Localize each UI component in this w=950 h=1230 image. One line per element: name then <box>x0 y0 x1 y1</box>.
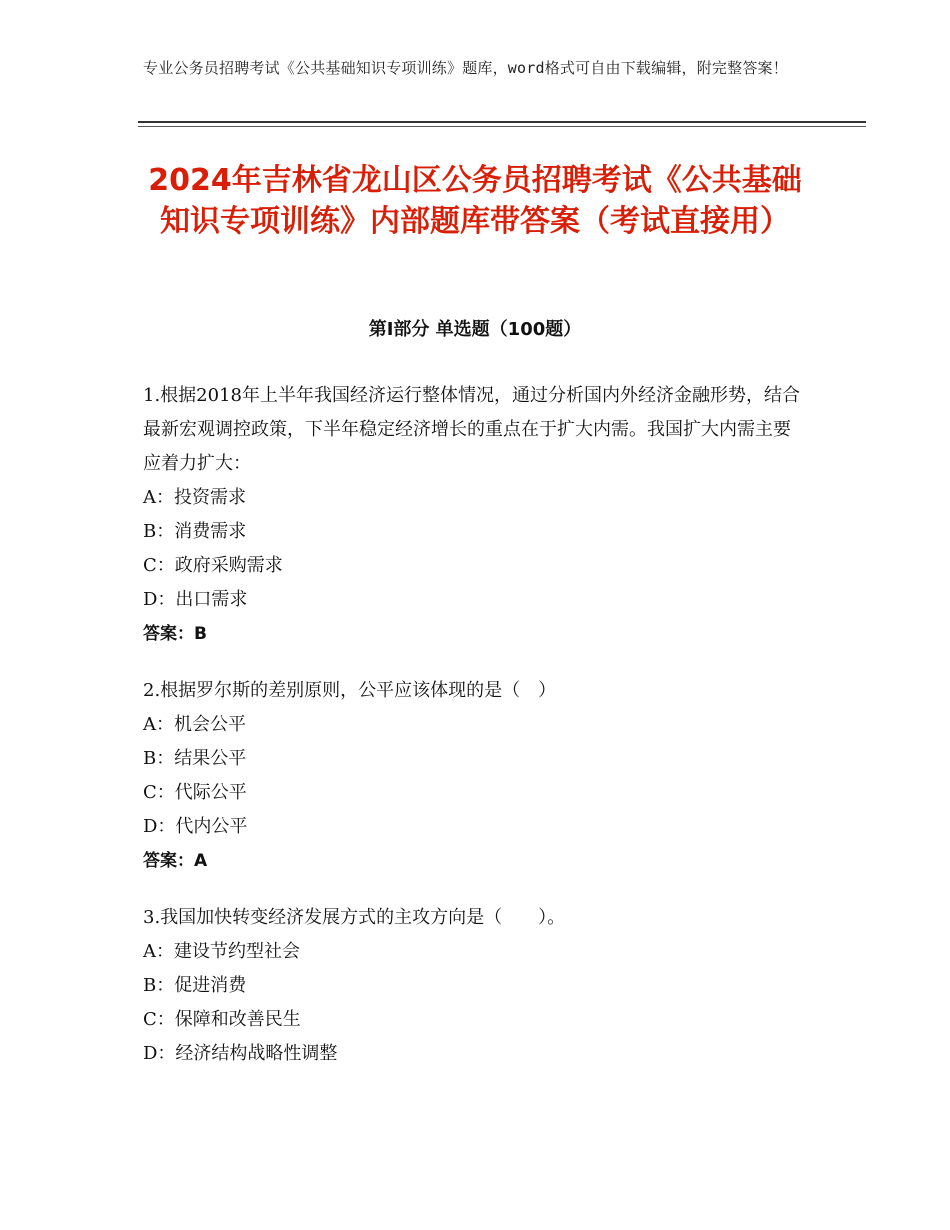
option-b: B：结果公平 <box>143 748 247 769</box>
option-b: B：消费需求 <box>143 521 247 542</box>
option-d: D：经济结构战略性调整 <box>143 1043 338 1064</box>
option-c: C：代际公平 <box>143 782 247 803</box>
option-c: C：政府采购需求 <box>143 555 283 576</box>
option-a: A：机会公平 <box>143 714 246 735</box>
header-rule-thin <box>138 126 866 127</box>
question-2 <box>143 674 808 878</box>
header-note: 专业公务员招聘考试《公共基础知识专项训练》题库，word格式可自由下载编辑，附完整答案！ <box>143 59 788 77</box>
question-3 <box>143 901 808 1071</box>
question-stem: 1.根据2018年上半年我国经济运行整体情况，通过分析国内外经济金融形势，结合最新宏观调控政策，下半年稳定经济增长的重点在于扩大内需。我国扩大内需主要应着力扩大： <box>143 385 800 474</box>
answer-line: 答案：A <box>143 851 208 871</box>
question-stem: 3.我国加快转变经济发展方式的主攻方向是（ ）。 <box>143 907 566 928</box>
option-d: D：代内公平 <box>143 816 248 837</box>
question-1 <box>143 379 808 651</box>
question-list <box>143 379 808 1094</box>
document-title: 2024年吉林省龙山区公务员招聘考试《公共基础知识专项训练》内部题库带答案（考试直接用） <box>148 163 802 239</box>
option-d: D：出口需求 <box>143 589 248 610</box>
option-a: A：建设节约型社会 <box>143 941 300 962</box>
header-rule-thick <box>138 121 866 123</box>
option-b: B：促进消费 <box>143 975 247 996</box>
section-heading: 第Ⅰ部分 单选题（100题） <box>368 319 582 340</box>
answer-line: 答案：B <box>143 624 207 644</box>
option-a: A：投资需求 <box>143 487 246 508</box>
question-stem: 2.根据罗尔斯的差别原则，公平应该体现的是（ ） <box>143 680 557 701</box>
option-c: C：保障和改善民生 <box>143 1009 301 1030</box>
